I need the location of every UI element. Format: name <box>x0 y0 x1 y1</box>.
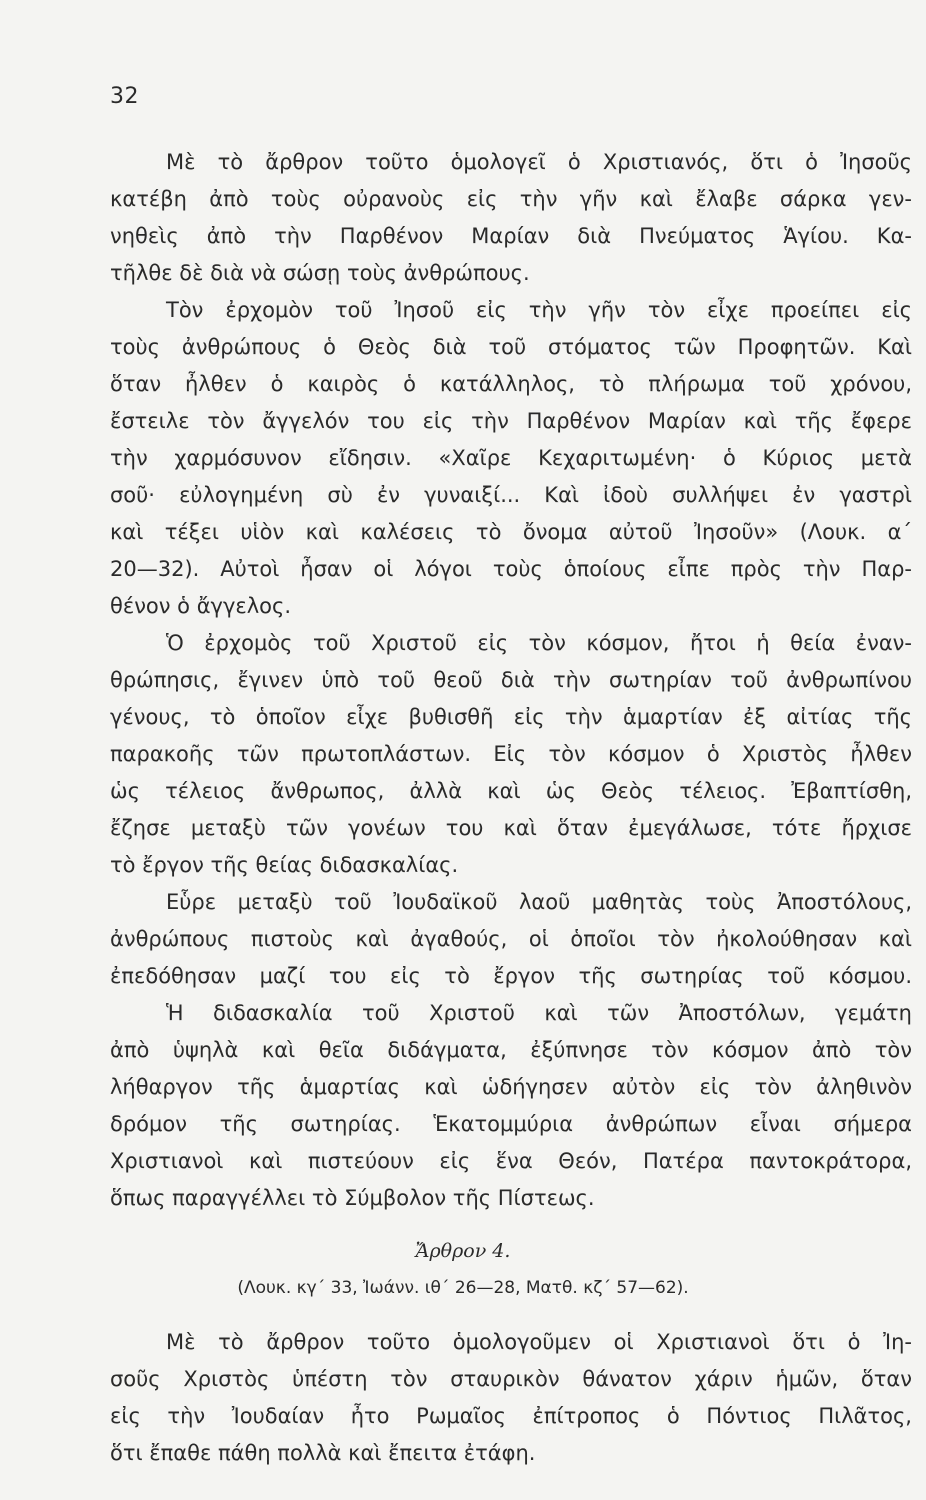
text-line: ἔζησε μεταξὺ τῶν γονέων του καὶ ὅταν ἐμεγάλωσε, τότε ἤρχισε <box>110 816 912 840</box>
text-line: σοῦ· εὐλογημένη σὺ ἐν γυναιξί... Καὶ ἰδοὺ συλλήψει ἐν γαστρὶ <box>110 483 912 507</box>
text-line: ὅταν ἦλθεν ὁ καιρὸς ὁ κατάλληλος, τὸ πλήρωμα τοῦ χρόνου, <box>110 372 912 396</box>
text-line: τῆλθε δὲ διὰ νὰ σώσῃ τοὺς ἀνθρώπους. <box>110 261 530 285</box>
text-line: Εὗρε μεταξὺ τοῦ Ἰουδαϊκοῦ λαοῦ μαθητὰς τοὺς Ἀποστόλους, <box>166 890 912 914</box>
text-line: ὡς τέλειος ἄνθρωπος, ἀλλὰ καὶ ὡς Θεὸς τέλειος. Ἐβαπτίσθη, <box>110 779 912 803</box>
page-number: 32 <box>110 84 139 109</box>
text-line: Μὲ τὸ ἄρθρον τοῦτο ὁμολογοῦμεν οἱ Χριστιανοὶ ὅτι ὁ Ἰη- <box>166 1330 912 1354</box>
text-line: θένον ὁ ἄγγελος. <box>110 594 292 618</box>
text-line: λήθαργον τῆς ἁμαρτίας καὶ ὡδήγησεν αὐτὸν εἰς τὸν ἀληθινὸν <box>110 1075 912 1099</box>
text-line: ἔστειλε τὸν ἄγγελόν του εἰς τὴν Παρθένον Μαρίαν καὶ τῆς ἔφερε <box>110 409 912 433</box>
article-references: (Λουκ. κγ΄ 33, Ἰωάνν. ιθ΄ 26—28, Ματθ. κζ΄ 57—62). <box>237 1278 689 1298</box>
text-line: τὴν χαρμόσυνον εἴδησιν. «Χαῖρε Κεχαριτωμένη· ὁ Κύριος μετὰ <box>110 446 912 470</box>
text-line: ἀνθρώπους πιστοὺς καὶ ἀγαθούς, οἱ ὁποῖοι τὸν ἠκολούθησαν καὶ <box>110 927 912 951</box>
text-line: Ἡ διδασκαλία τοῦ Χριστοῦ καὶ τῶν Ἀποστόλων, γεμάτη <box>166 1001 912 1025</box>
text-line: Τὸν ἐρχομὸν τοῦ Ἰησοῦ εἰς τὴν γῆν τὸν εἶχε προείπει εἰς <box>166 298 912 322</box>
text-line: εἰς τὴν Ἰουδαίαν ἦτο Ρωμαῖος ἐπίτροπος ὁ Πόντιος Πιλᾶτος, <box>110 1404 912 1428</box>
text-line: 20—32). Αὐτοὶ ἦσαν οἱ λόγοι τοὺς ὁποίους εἶπε πρὸς τὴν Παρ- <box>110 557 912 581</box>
text-line: δρόμον τῆς σωτηρίας. Ἑκατομμύρια ἀνθρώπων εἶναι σήμερα <box>110 1112 912 1136</box>
text-line: τὸ ἔργον τῆς θείας διδασκαλίας. <box>110 853 459 877</box>
text-line: τοὺς ἀνθρώπους ὁ Θεὸς διὰ τοῦ στόματος τῶν Προφητῶν. Καὶ <box>110 335 912 359</box>
text-line: παρακοῆς τῶν πρωτοπλάστων. Εἰς τὸν κόσμον ὁ Χριστὸς ἦλθεν <box>110 742 912 766</box>
text-line: καὶ τέξει υἱὸν καὶ καλέσεις τὸ ὄνομα αὐτοῦ Ἰησοῦν» (Λουκ. α΄ <box>110 520 912 544</box>
text-line: ὅτι ἔπαθε πάθη πολλὰ καὶ ἔπειτα ἐτάφη. <box>110 1441 536 1465</box>
text-line: νηθεὶς ἀπὸ τὴν Παρθένον Μαρίαν διὰ Πνεύματος Ἁγίου. Κα- <box>110 224 912 248</box>
text-line: Μὲ τὸ ἄρθρον τοῦτο ὁμολογεῖ ὁ Χριστιανός, ὅτι ὁ Ἰησοῦς <box>166 150 912 174</box>
text-line: ἀπὸ ὑψηλὰ καὶ θεῖα διδάγματα, ἐξύπνησε τὸν κόσμον ἀπὸ τὸν <box>110 1038 912 1062</box>
text-line: σοῦς Χριστὸς ὑπέστη τὸν σταυρικὸν θάνατον χάριν ἡμῶν, ὅταν <box>110 1367 912 1391</box>
text-line: θρώπησις, ἔγινεν ὑπὸ τοῦ θεοῦ διὰ τὴν σωτηρίαν τοῦ ἀνθρωπίνου <box>110 668 912 692</box>
text-line: Ὁ ἐρχομὸς τοῦ Χριστοῦ εἰς τὸν κόσμον, ἤτοι ἡ θεία ἐναν- <box>166 631 912 655</box>
text-line: γένους, τὸ ὁποῖον εἶχε βυθισθῆ εἰς τὴν ἁμαρτίαν ἐξ αἰτίας τῆς <box>110 705 912 729</box>
text-line: κατέβη ἀπὸ τοὺς οὐρανοὺς εἰς τὴν γῆν καὶ ἔλαβε σάρκα γεν- <box>110 187 912 211</box>
text-line: ἐπεδόθησαν μαζί του εἰς τὸ ἔργον τῆς σωτηρίας τοῦ κόσμου. <box>110 964 912 988</box>
text-line: Χριστιανοὶ καὶ πιστεύουν εἰς ἕνα Θεόν, Πατέρα παντοκράτορα, <box>110 1149 912 1173</box>
text-line: ὅπως παραγγέλλει τὸ Σύμβολον τῆς Πίστεως. <box>110 1186 595 1210</box>
article-heading: Ἄρθρον 4. <box>415 1240 511 1262</box>
